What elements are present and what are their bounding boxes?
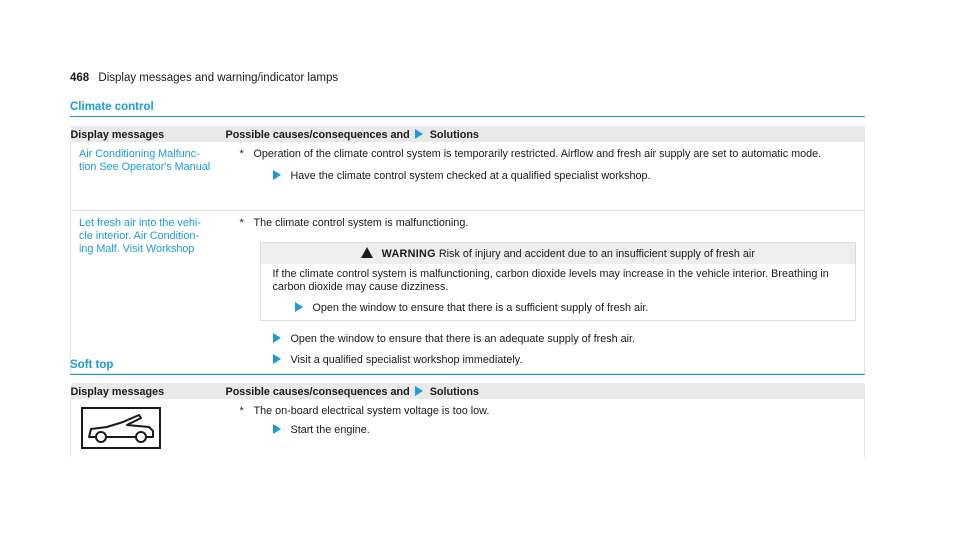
display-message: [71, 142, 226, 210]
col-solutions-label: Solutions: [429, 129, 479, 141]
play-arrow-icon: [415, 129, 423, 139]
causes-cell: [226, 210, 865, 373]
warning-body: If the climate control system is malfunctioning, carbon dioxide levels may increase in the vehicle interior. Breathing in carbon dioxide may cause dizziness.: [272, 267, 829, 293]
warning-box: [260, 242, 857, 321]
page-header: [70, 72, 338, 84]
solution-text: Start the engine.: [290, 424, 370, 436]
warning-triangle-icon: [361, 247, 373, 258]
col-causes-solutions: [226, 126, 865, 142]
message-line: cle interior. Air Condition-: [79, 229, 200, 242]
message-line: tion See Operator's Manual: [79, 161, 211, 173]
bullet-icon: *: [239, 405, 244, 417]
warning-headline: Risk of injury and accident due to an insufficient supply of fresh air: [438, 247, 755, 260]
cause-item: [226, 142, 865, 161]
causes-cell: [226, 399, 865, 457]
solution-item: [226, 418, 865, 437]
warning-header: [261, 243, 856, 264]
page-header-title: Display messages and warning/indicator lamps: [98, 72, 339, 84]
convertible-car-icon: [81, 407, 161, 449]
display-message: [71, 399, 226, 457]
play-arrow-icon: [273, 170, 281, 180]
play-arrow-icon: [273, 424, 281, 434]
col-causes-label: Possible causes/consequences and: [225, 386, 410, 398]
play-arrow-icon: [295, 302, 303, 312]
table-row: [71, 210, 865, 373]
message-line: Let fresh air into the vehi-: [79, 216, 201, 229]
softtop-section-title: Soft top: [70, 359, 865, 375]
cause-text: The climate control system is malfunctioning.: [253, 216, 469, 229]
bullet-icon: *: [239, 216, 244, 229]
softtop-table-header: [71, 383, 865, 399]
cause-item: [226, 399, 865, 418]
solution-text: Have the climate control system checked at a qualified specialist workshop.: [290, 170, 651, 182]
table-row: [71, 142, 865, 210]
col-display-messages: Display messages: [70, 386, 165, 398]
col-solutions-label: Solutions: [429, 386, 479, 398]
page-number: 468: [70, 72, 90, 84]
col-display-messages: Display messages: [70, 129, 165, 141]
display-message: [71, 210, 226, 373]
climate-table-header: [71, 126, 865, 142]
warning-solution: [261, 294, 856, 314]
warning-solution-text: Open the window to ensure that there is a sufficient supply of fresh air.: [312, 301, 649, 314]
bullet-icon: *: [239, 148, 244, 160]
col-causes-label: Possible causes/consequences and: [225, 129, 410, 141]
softtop-table: [70, 383, 865, 457]
climate-table: [70, 126, 865, 374]
cause-item: [226, 211, 865, 230]
cause-text: Operation of the climate control system is temporarily restricted. Airflow and fresh air supply are set to automatic mode.: [253, 148, 822, 160]
solution-item: [226, 161, 865, 183]
warning-label: WARNING: [381, 247, 436, 260]
climate-section-title: Climate control: [70, 101, 865, 117]
solution-text: Open the window to ensure that there is an adequate supply of fresh air.: [290, 332, 636, 345]
play-arrow-icon: [273, 333, 281, 343]
cause-text: The on-board electrical system voltage is too low.: [253, 405, 490, 417]
message-line: ing Malf. Visit Workshop: [79, 242, 195, 255]
play-arrow-icon: [415, 386, 423, 396]
col-causes-solutions: [226, 383, 865, 399]
causes-cell: [226, 142, 865, 210]
solution-text: Visit a qualified specialist workshop immediately.: [290, 353, 523, 366]
table-row: [71, 399, 865, 457]
message-line: Air Conditioning Malfunc-: [79, 148, 200, 160]
solution-item: [226, 321, 865, 346]
